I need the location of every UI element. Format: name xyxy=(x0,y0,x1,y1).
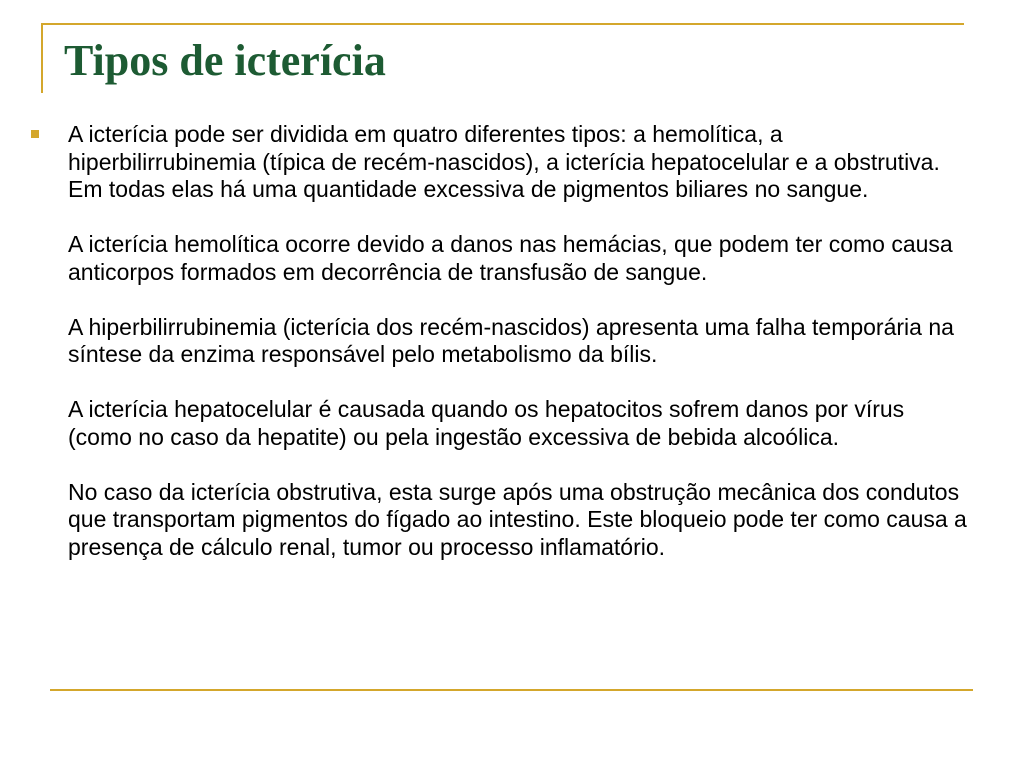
square-bullet-icon xyxy=(31,130,39,138)
frame-left-rule xyxy=(41,23,43,93)
paragraph-hiperbilirrubinemia: A hiperbilirrubinemia (icterícia dos recém-nascidos) apresenta uma falha temporária na síntese da enzima responsável pelo metabolismo da bílis. xyxy=(68,313,954,367)
paragraph-hepatocelular: A icterícia hepatocelular é causada quando os hepatocitos sofrem danos por vírus (como no caso da hepatite) ou pela ingestão excessiva de bebida alcoólica. xyxy=(68,396,905,450)
slide-title: Tipos de icterícia xyxy=(64,36,386,85)
slide-body xyxy=(68,121,968,561)
frame-top-rule xyxy=(41,23,964,25)
paragraph-intro: A icterícia pode ser dividida em quatro diferentes tipos: a hemolítica, a hiperbilirrubinemia (típica de recém-nascidos), a icterícia hepatocelular e a obstrutiva. Em todas elas há uma quantidade excessiva de pigmentos biliares no sangue. xyxy=(68,121,940,202)
paragraph-obstrutiva: No caso da icterícia obstrutiva, esta surge após uma obstrução mecânica dos condutos que transportam pigmentos do fígado ao intestino. Este bloqueio pode ter como causa a presença de cálculo renal, tumor ou processo inflamatório. xyxy=(68,478,967,560)
frame-bottom-rule xyxy=(50,689,973,691)
paragraph-hemolitica: A icterícia hemolítica ocorre devido a danos nas hemácias, que podem ter como causa anticorpos formados em decorrência de transfusão de sangue. xyxy=(68,231,953,285)
